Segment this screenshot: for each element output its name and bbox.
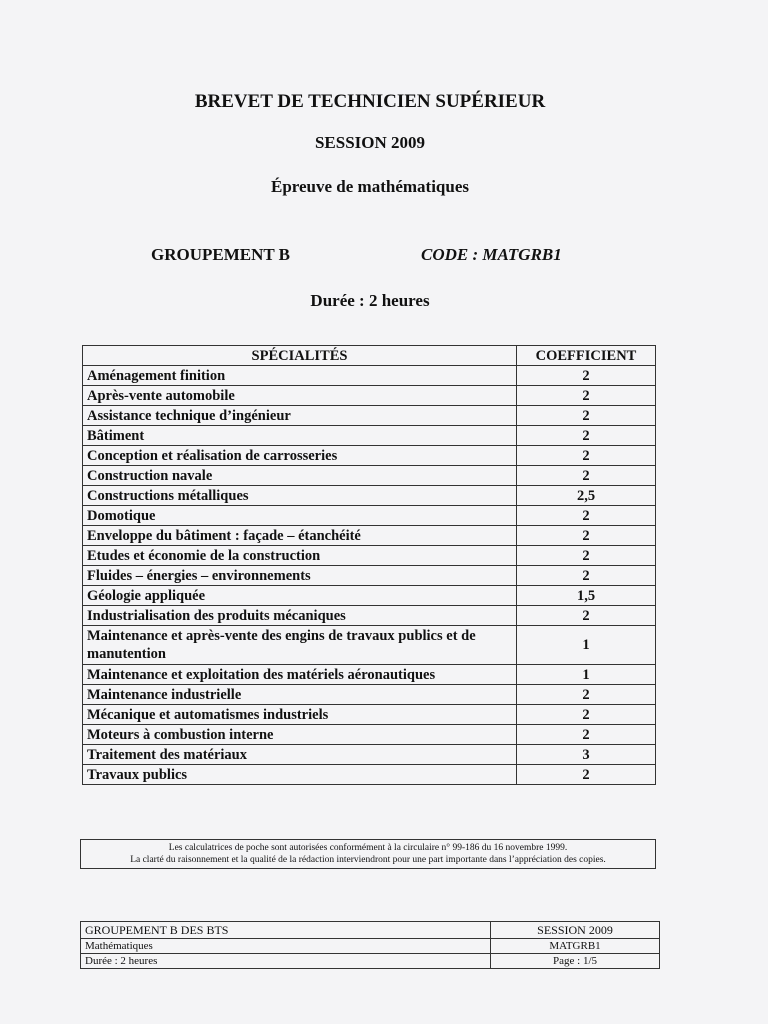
coefficient-cell: 2,5	[517, 486, 656, 506]
table-row	[83, 566, 656, 586]
footer-subject: Mathématiques	[81, 939, 491, 954]
specialty-cell: Géologie appliquée	[83, 586, 517, 606]
subject-label: Épreuve de mathématiques	[270, 177, 469, 196]
specialty-cell: Maintenance et après-vente des engins de travaux publics et de manutention	[83, 626, 517, 665]
specialty-cell: Construction navale	[83, 466, 517, 486]
coefficient-cell: 2	[517, 566, 656, 586]
table-row	[83, 466, 656, 486]
coefficient-cell: 2	[517, 506, 656, 526]
session-label: SESSION 2009	[314, 133, 426, 152]
exam-code: CODE : MATGRB1	[421, 245, 562, 264]
coefficient-cell: 2	[517, 705, 656, 725]
specialty-cell: Moteurs à combustion interne	[83, 725, 517, 745]
specialty-cell: Travaux publics	[83, 765, 517, 785]
footer-session: SESSION 2009	[491, 922, 660, 939]
specialty-cell: Conception et réalisation de carrosseries	[83, 446, 517, 466]
group-label: GROUPEMENT B	[151, 245, 291, 264]
specialty-cell: Fluides – énergies – environnements	[83, 566, 517, 586]
coefficient-cell: 2	[517, 526, 656, 546]
table-row	[83, 626, 656, 665]
table-row	[83, 665, 656, 685]
table-row	[83, 526, 656, 546]
coefficient-cell: 2	[517, 685, 656, 705]
footer-row	[81, 922, 660, 939]
column-header-coefficient: COEFFICIENT	[517, 346, 656, 366]
coefficient-cell: 2	[517, 386, 656, 406]
table-row	[83, 406, 656, 426]
notice-line: Les calculatrices de poche sont autorisées conformément à la circulaire n° 99-186 du 16 novembre 1999.	[168, 843, 568, 853]
coefficient-cell: 1	[517, 665, 656, 685]
table-row	[83, 506, 656, 526]
table-row	[83, 685, 656, 705]
coefficient-cell: 2	[517, 606, 656, 626]
table-row	[83, 606, 656, 626]
table-row	[83, 486, 656, 506]
specialty-cell: Traitement des matériaux	[83, 745, 517, 765]
coefficient-cell: 2	[517, 546, 656, 566]
footer-table	[80, 921, 660, 969]
notice-line: La clarté du raisonnement et la qualité de la rédaction interviendront pour une part importante dans l’appréciation des copies.	[130, 855, 606, 865]
calculator-notice	[80, 839, 656, 869]
specialty-cell: Etudes et économie de la construction	[83, 546, 517, 566]
table-row	[83, 446, 656, 466]
specialty-cell: Enveloppe du bâtiment : façade – étanchéité	[83, 526, 517, 546]
specialty-cell: Maintenance industrielle	[83, 685, 517, 705]
specialty-cell: Mécanique et automatismes industriels	[83, 705, 517, 725]
footer-group: GROUPEMENT B DES BTS	[81, 922, 491, 939]
column-header-specialty: SPÉCIALITÉS	[83, 346, 517, 366]
footer-page: Page : 1/5	[491, 954, 660, 969]
table-header-row	[83, 346, 656, 366]
specialty-cell: Après-vente automobile	[83, 386, 517, 406]
coefficient-cell: 2	[517, 725, 656, 745]
table-row	[83, 765, 656, 785]
table-row	[83, 546, 656, 566]
coefficient-cell: 3	[517, 745, 656, 765]
specialty-cell: Aménagement finition	[83, 366, 517, 386]
coefficient-cell: 2	[517, 765, 656, 785]
table-row	[83, 705, 656, 725]
table-row	[83, 426, 656, 446]
coefficient-cell: 2	[517, 426, 656, 446]
table-row	[83, 386, 656, 406]
duration-label: Durée : 2 heures	[310, 291, 430, 310]
footer-code: MATGRB1	[491, 939, 660, 954]
table-row	[83, 725, 656, 745]
specialty-cell: Constructions métalliques	[83, 486, 517, 506]
coefficient-cell: 2	[517, 466, 656, 486]
coefficient-cell: 1	[517, 626, 656, 665]
footer-row	[81, 939, 660, 954]
table-row	[83, 745, 656, 765]
footer-row	[81, 954, 660, 969]
specialty-cell: Assistance technique d’ingénieur	[83, 406, 517, 426]
specialty-cell: Maintenance et exploitation des matériels aéronautiques	[83, 665, 517, 685]
specialty-cell: Domotique	[83, 506, 517, 526]
specialty-cell: Industrialisation des produits mécaniques	[83, 606, 517, 626]
specialty-cell: Bâtiment	[83, 426, 517, 446]
coefficient-cell: 2	[517, 406, 656, 426]
coefficient-cell: 2	[517, 366, 656, 386]
specialties-table	[82, 345, 656, 785]
coefficient-cell: 2	[517, 446, 656, 466]
coefficient-cell: 1,5	[517, 586, 656, 606]
exam-title: BREVET DE TECHNICIEN SUPÉRIEUR	[194, 91, 546, 112]
footer-duration: Durée : 2 heures	[81, 954, 491, 969]
table-row	[83, 586, 656, 606]
table-row	[83, 366, 656, 386]
